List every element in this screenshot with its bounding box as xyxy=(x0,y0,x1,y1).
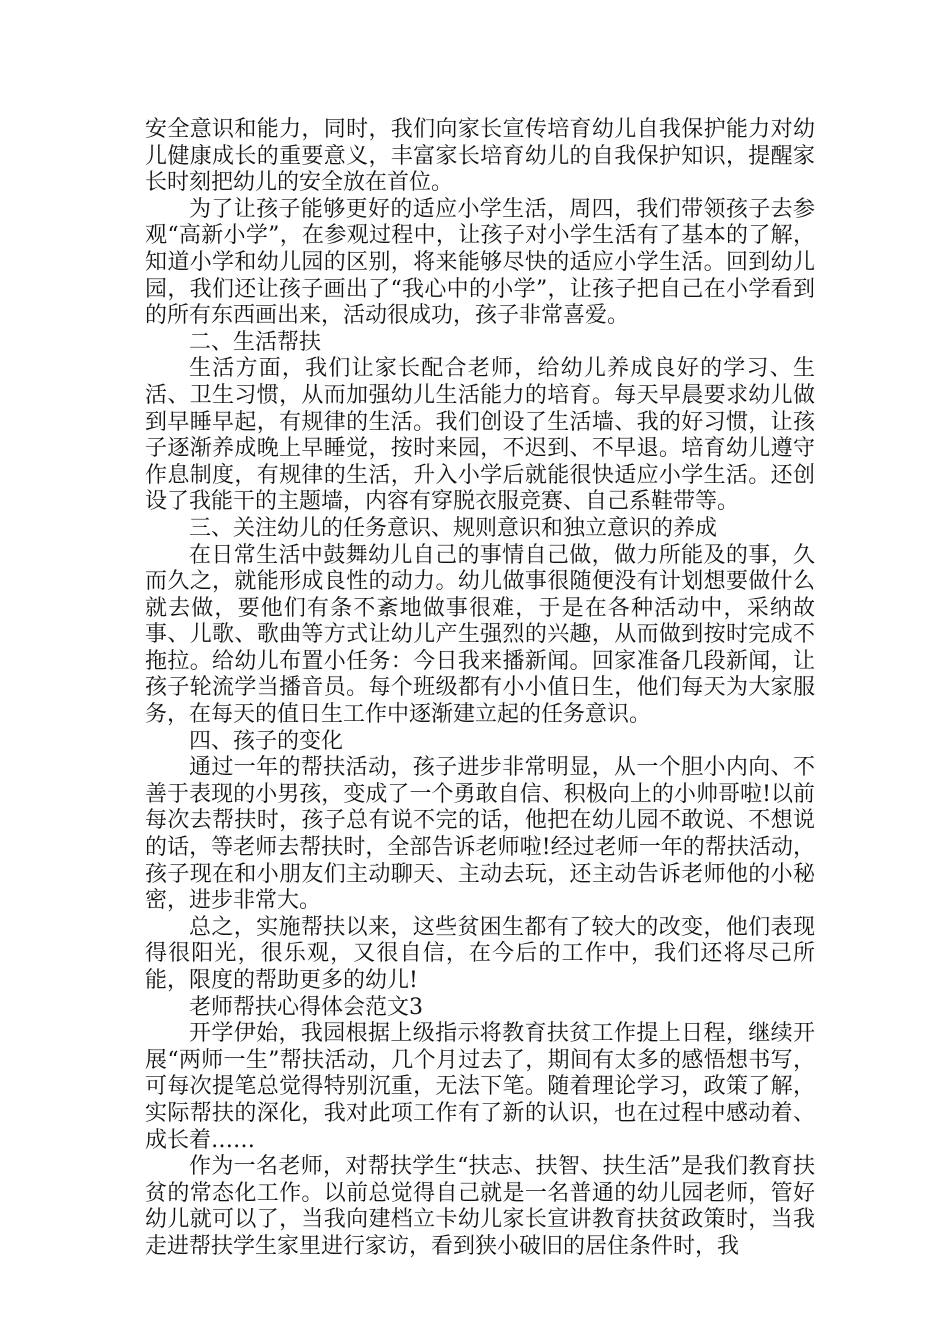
paragraph-semester-start: 开学伊始，我园根据上级指示将教育扶贫工作提上日程，继续开展“两师一生”帮扶活动，几个月过去了，期间有太多的感悟想书写，可每次提笔总觉得特别沉重，无法下笔。随着理论学习，政策了解，实际帮扶的深化，我对此项工作有了新的认识，也在过程中感动着、成长着…… xyxy=(145,1021,815,1153)
section-heading-awareness: 三、关注幼儿的任务意识、规则意识和独立意识的养成 xyxy=(189,515,718,541)
paragraph-child-progress: 通过一年的帮扶活动，孩子进步非常明显，从一个胆小内向、不善于表现的小男孩，变成了一个勇敢自信、积极向上的小帅哥啦!以前每次去帮扶时，孩子总有说不完的话，他把在幼儿园不敢说、不想说的话，等老师去帮扶时，全部告诉老师啦!经过老师一年的帮扶活动，孩子现在和小朋友们主动聊天、主动去玩，还主动告诉老师他的小秘密，进步非常大。 xyxy=(145,755,815,914)
document-page xyxy=(145,117,815,1261)
paragraph-summary: 总之，实施帮扶以来，这些贫困生都有了较大的改变，他们表现得很阳光，很乐观，又很自信，在今后的工作中，我们还将尽己所能，限度的帮助更多的幼儿! xyxy=(145,914,815,993)
paragraph-task-awareness: 在日常生活中鼓舞幼儿自己的事情自己做，做力所能及的事，久而久之，就能形成良性的动力。幼儿做事很随便没有计划想要做什么就去做，要他们有条不紊地做事很难，于是在各种活动中，采纳故事、儿歌、歌曲等方式让幼儿产生强烈的兴趣，从而做到按时完成不拖拉。给幼儿布置小任务：今日我来播新闻。回家准备几段新闻，让孩子轮流学当播音员。每个班级都有小小值日生，他们每天为大家服务，在每天的值日生工作中逐渐建立起的任务意识。 xyxy=(145,542,815,728)
paragraph-safety: 安全意识和能力，同时，我们向家长宣传培育幼儿自我保护能力对幼儿健康成长的重要意义，丰富家长培育幼儿的自我保护知识，提醒家长时刻把幼儿的安全放在首位。 xyxy=(145,117,815,196)
paragraph-school-visit: 为了让孩子能够更好的适应小学生活，周四，我们带领孩子去参观“高新小学”，在参观过程中，让孩子对小学生活有了基本的了解，知道小学和幼儿园的区别，将来能够尽快的适应小学生活。回到幼儿园，我们还让孩子画出了“我心中的小学”，让孩子把自己在小学看到的所有东西画出来，活动很成功，孩子非常喜爱。 xyxy=(145,196,815,329)
section-heading-changes: 四、孩子的变化 xyxy=(189,728,344,754)
paragraph-life-habits: 生活方面，我们让家长配合老师，给幼儿养成良好的学习、生活、卫生习惯，从而加强幼儿生活能力的培育。每天早晨要求幼儿做到早睡早起，有规律的生活。我们创设了生活墙、我的好习惯，让孩子逐渐养成晚上早睡觉，按时来园，不迟到、不早退。培育幼儿遵守作息制度，有规律的生活，升入小学后就能很快适应小学生活。还创设了我能干的主题墙，内容有穿脱衣服竞赛、自己系鞋带等。 xyxy=(145,356,815,515)
essay-title-3: 老师帮扶心得体会范文3 xyxy=(189,994,423,1020)
section-heading-life-support: 二、生活帮扶 xyxy=(189,329,322,355)
paragraph-teacher-role: 作为一名老师，对帮扶学生“扶志、扶智、扶生活”是我们教育扶贫的常态化工作。以前总觉得自己就是一名普通的幼儿园老师，管好幼儿就可以了，当我向建档立卡幼儿家长宣讲教育扶贫政策时，当我走进帮扶学生家里进行家访，看到狭小破旧的居住条件时，我 xyxy=(145,1154,815,1259)
